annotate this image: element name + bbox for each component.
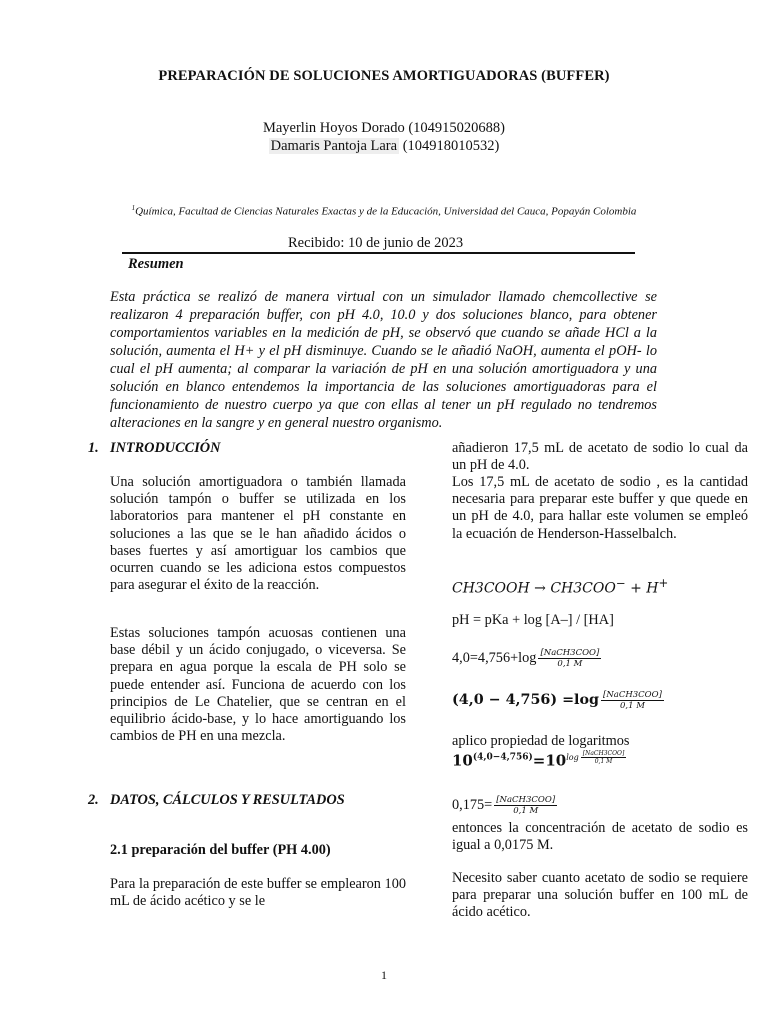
- page-number: 1: [381, 968, 387, 982]
- eq6-left: 0,175=: [452, 796, 493, 813]
- abstract-text: Esta práctica se realizó de manera virtual con un simulador llamado chemcollective se realizaron 4 preparación buffer, con pH 4.0, 10.0 y dos soluciones blanco, para obtener comportamientos variables en la medición de pH, se observó que cuando se añade HCl a la solución, aumenta el H+ y el pH disminuye. Cuando se le añadió NaOH, aumenta el pOH- lo cual el pH aumenta; al comparar la variación de pH en una solución amortiguadora y una solución en blanco entendemos la importancia de las soluciones amortiguadoras para el funcionamiento de nuestro cuerpo ya que con ellas al tener un pH regulado no tendremos alteraciones en la sangre y en general nuestro organismo.: [110, 289, 657, 431]
- paper-title: PREPARACIÓN DE SOLUCIONES AMORTIGUADORAS (BUFFER): [158, 68, 610, 84]
- fraction-4-numerator: [NaCH3COO]: [496, 795, 556, 805]
- eq1-sup-plus: +: [658, 576, 669, 590]
- equation-henderson: pH = pKa + log [A–] / [HA]: [452, 612, 614, 628]
- received-date: Recibido: 10 de junio de 2023: [288, 235, 464, 251]
- eq5-mid: =10: [532, 751, 567, 770]
- fraction-3-denominator: 0,1 M: [594, 758, 613, 765]
- author-1: Mayerlin Hoyos Dorado (104915020688): [262, 120, 506, 136]
- fraction-3: [581, 750, 627, 765]
- eq1-sup-minus: −: [615, 576, 626, 590]
- fraction-2-numerator: [NaCH3COO]: [603, 690, 662, 700]
- subsection-2-1-title: 2.1 preparación del buffer (PH 4.00): [110, 842, 331, 858]
- fraction-4: [494, 795, 557, 816]
- fraction-2: [601, 690, 664, 711]
- eq1-left: CH3COOH → CH3COO: [452, 580, 616, 597]
- section-2-title: DATOS, CÁLCULOS Y RESULTADOS: [110, 792, 345, 808]
- author-2-id: (104918010532): [399, 138, 500, 154]
- section-2-number: 2.: [88, 792, 99, 808]
- affiliation: [0, 204, 768, 218]
- section-1-number: 1.: [88, 440, 99, 456]
- fraction-1-numerator: [NaCH3COO]: [540, 648, 600, 658]
- eq5-base: 10: [452, 751, 473, 770]
- fraction-1-denominator: 0,1 M: [557, 659, 583, 669]
- right-paragraph-2: Los 17,5 mL de acetato de sodio , es la cantidad necesaria para preparar este buffer y que quede en un pH de 4.0, para hallar este volumen se empleó la ecuación de Henderson-Hasselbalch.: [452, 474, 748, 542]
- equation-dissociation: [452, 576, 668, 597]
- equation-step-4: [452, 795, 557, 816]
- section-1-title: INTRODUCCIÓN: [110, 440, 221, 456]
- fraction-1: [538, 648, 601, 669]
- right-paragraph-4: Necesito saber cuanto acetato de sodio se requiere para preparar una solución buffer en 100 mL de ácido acético.: [452, 870, 748, 921]
- header-divider: [122, 252, 635, 254]
- eq1-plus: + H: [625, 580, 659, 597]
- eq5-log: log: [566, 752, 579, 762]
- equation-step-3: [452, 750, 626, 770]
- equation-step-1: [452, 648, 601, 669]
- fraction-4-denominator: 0,1 M: [513, 806, 539, 816]
- author-2: [0, 138, 768, 155]
- right-paragraph-3: entonces la concentración de acetato de sodio es igual a 0,0175 M.: [452, 820, 748, 854]
- section-2-paragraph: Para la preparación de este buffer se emplearon 100 mL de ácido acético y se le: [110, 876, 406, 910]
- affiliation-sup: 1: [131, 204, 136, 212]
- equation-step-2: [452, 690, 664, 711]
- eq5-exponent-log: [566, 750, 626, 765]
- author-2-name: Damaris Pantoja Lara: [270, 138, 398, 154]
- abstract-heading: Resumen: [128, 256, 184, 272]
- right-paragraph-1: añadieron 17,5 mL de acetato de sodio lo cual da un pH de 4.0.: [452, 440, 748, 474]
- fraction-3-numerator: [NaCH3COO]: [582, 750, 625, 757]
- affiliation-text: Química, Facultad de Ciencias Naturales Exactas y de la Educación, Universidad del Cauca, Popayán Colombia: [135, 205, 637, 218]
- eq5-exponent: (4,0−4,756): [472, 752, 533, 763]
- eq3-left: 4,0=4,756+log: [452, 649, 537, 666]
- intro-paragraph-2: Estas soluciones tampón acuosas contienen una base débil y un ácido conjugado, o viceversa. Se prepara en agua porque la escala de PH solo se puede entender así. Funciona de acuerdo con los principios de Le Chatelier, que se centran en el equilibrio ácido-base, y lo hace amortiguando los cambios de PH en una mezcla.: [110, 625, 406, 745]
- eq4-left: (4,0 − 4,756) =log: [452, 691, 600, 708]
- fraction-2-denominator: 0,1 M: [620, 701, 645, 711]
- intro-paragraph-1: Una solución amortiguadora o también llamada solución tampón o buffer se utilizada en los laboratorios para mantener el pH constante en soluciones a las que se le han añadido ácidos o bases fuertes y así amortiguar los cambios que ocurren cuando se les adiciona estos compuestos para asegurar el éxito de la reacción.: [110, 474, 406, 594]
- log-property-text: aplico propiedad de logaritmos: [452, 733, 630, 749]
